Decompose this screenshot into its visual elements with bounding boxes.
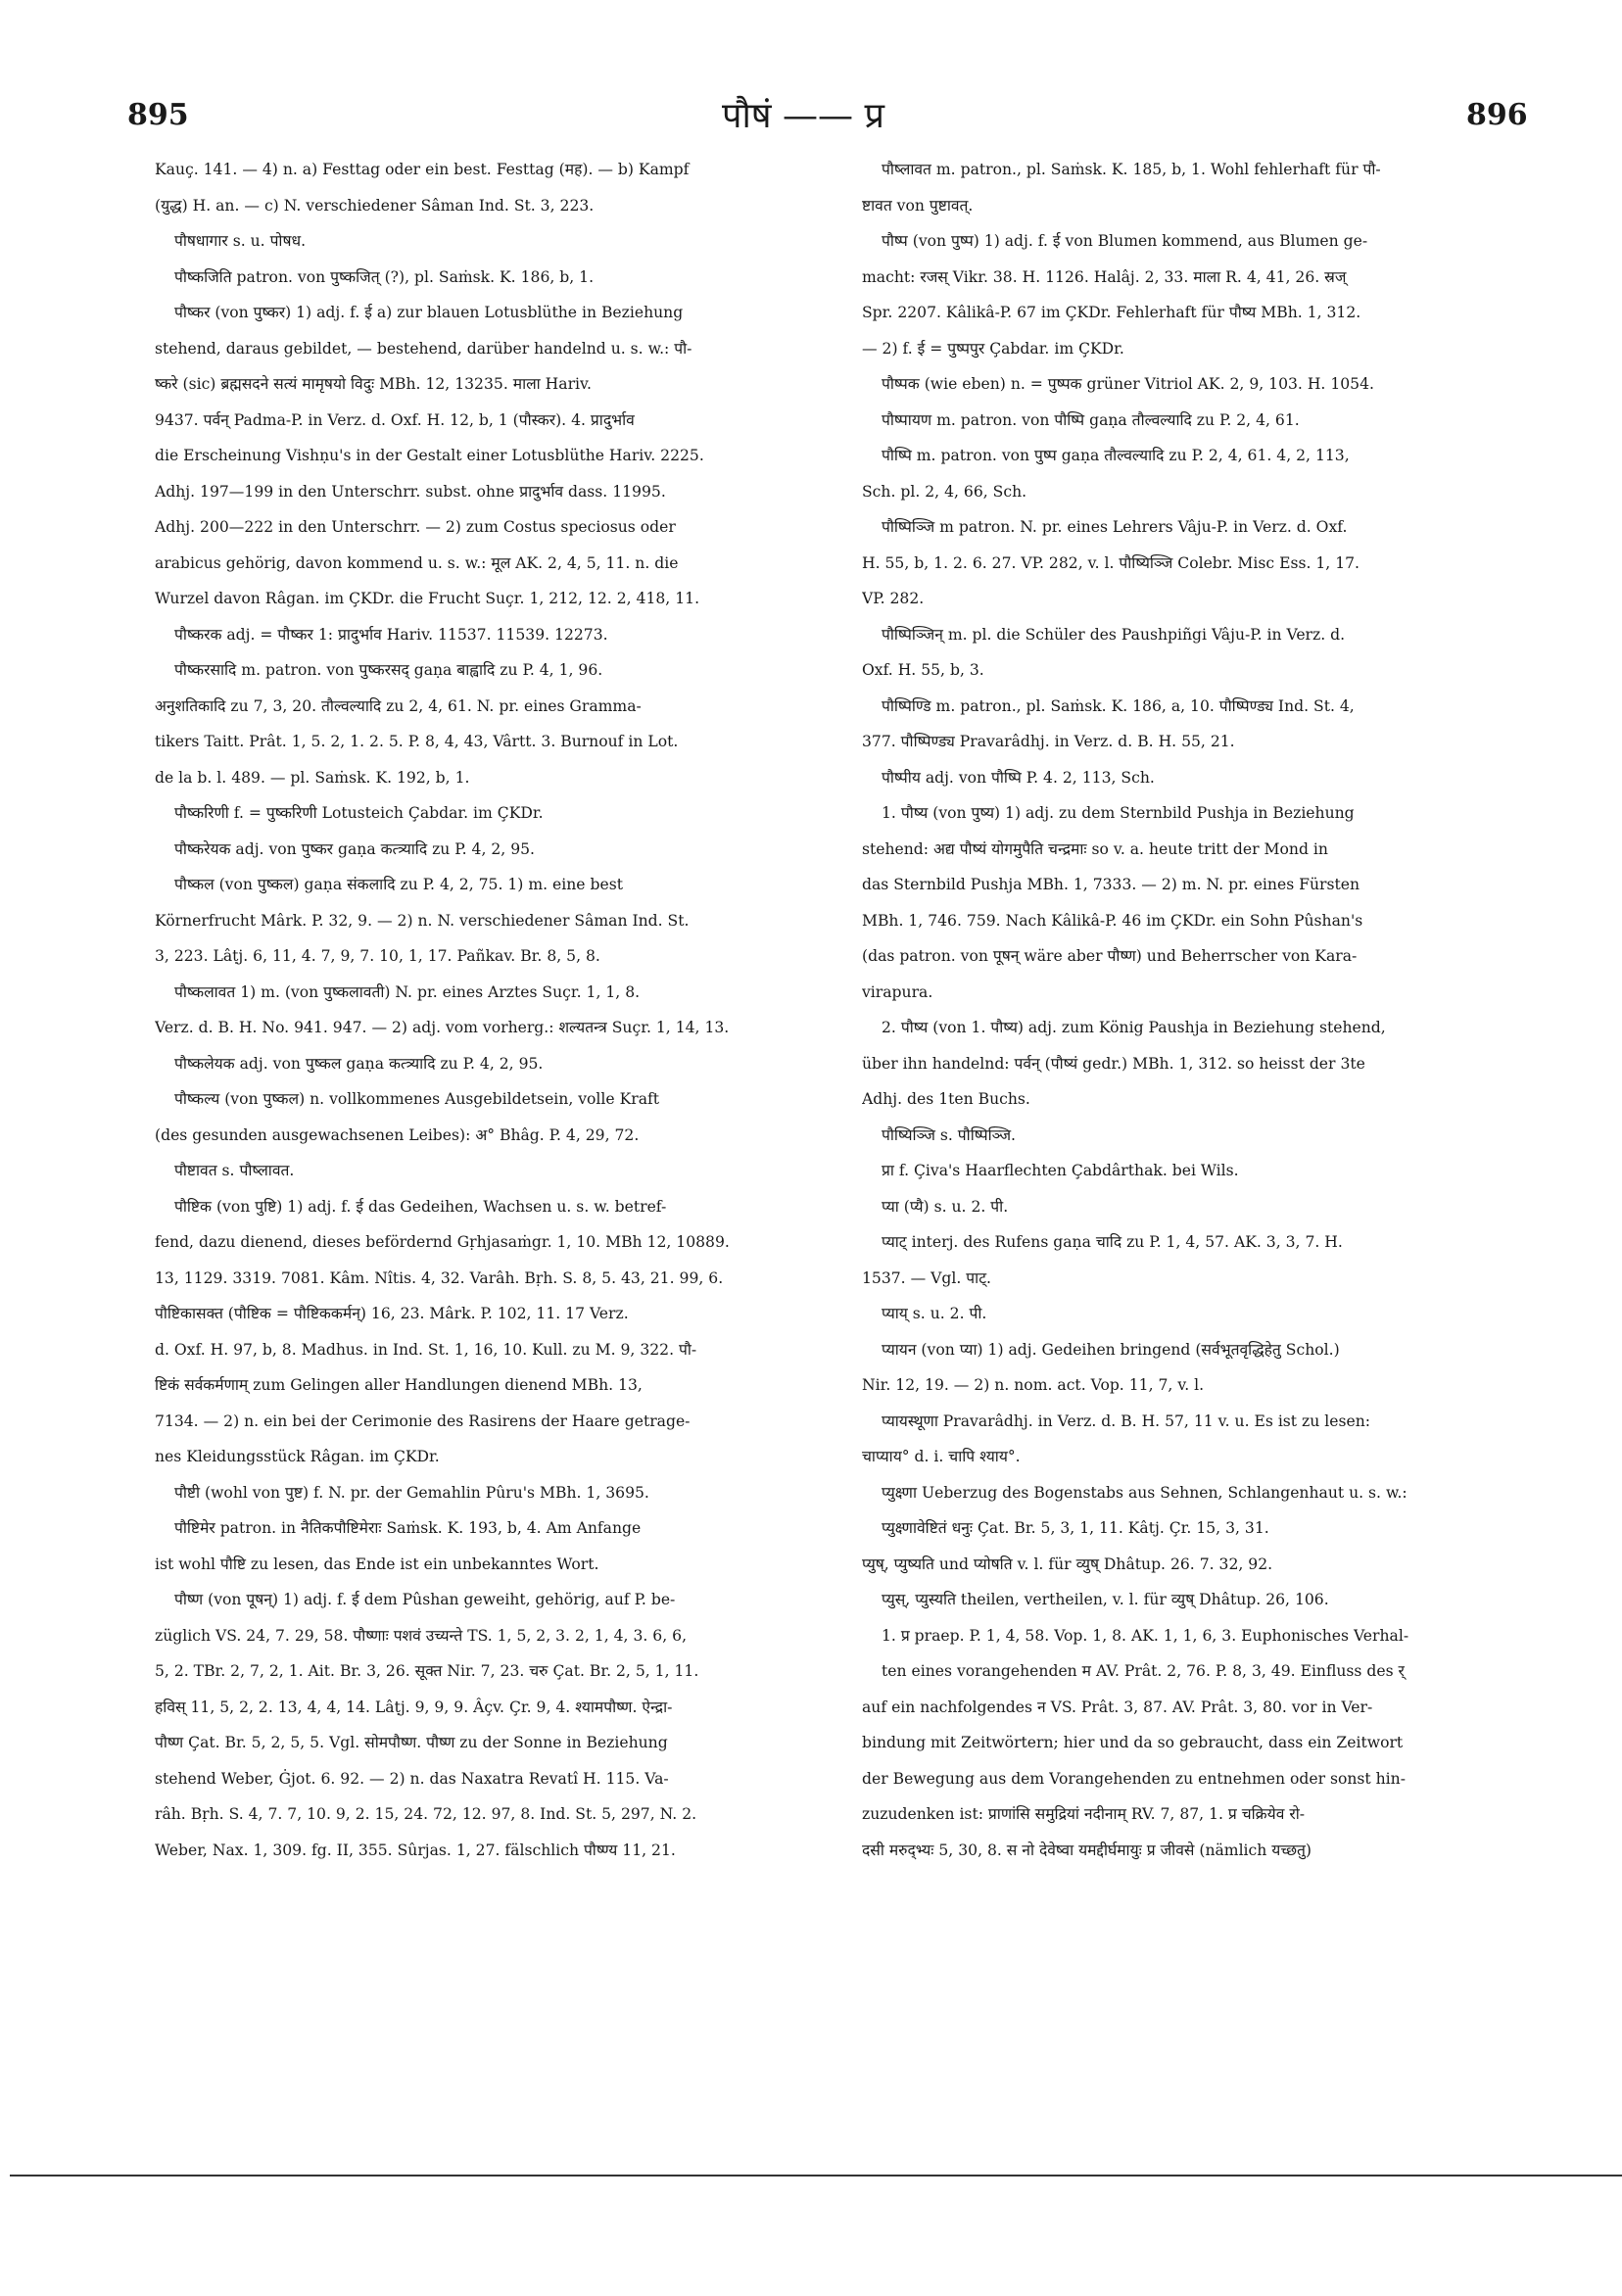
text-line: पौष्टी (wohl von पुष्ट) f. N. pr. der Gemahlin Pûru's MBh. 1, 3695.: [174, 1483, 649, 1502]
text-line: arabicus gehörig, davon kommend u. s. w.: मूल AK. 2, 4, 5, 11. n. die: [155, 553, 679, 572]
text-line: हविस् 11, 5, 2, 2. 13, 4, 4, 14. Lâṭj. 9, 9, 9. Âçv. Çr. 9, 4. श्यामपौष्ण. ऐन्द्रा-: [155, 1698, 673, 1716]
text-line: प्या (प्यै) s. u. 2. पी.: [882, 1197, 1009, 1216]
text-line: प्यायस्थूणा Pravarâdhj. in Verz. d. B. H. 57, 11 v. u. Es ist zu lesen:: [882, 1411, 1370, 1430]
text-line: VP. 282.: [862, 590, 925, 607]
text-line: पौष्कल (von पुष्कल) gaṇa संकलादि zu P. 4, 2, 75. 1) m. eine best: [174, 876, 623, 893]
text-line: पौषधागार s. u. पोषध.: [174, 232, 307, 250]
text-line: पौष्यिञ्जि s. पौष्पिञ्जि.: [882, 1125, 1016, 1144]
text-line: पौष्कल्य (von पुष्कल) n. vollkommenes Ausgebildetsein, volle Kraft: [174, 1090, 660, 1108]
text-line: macht: रजस् Vikr. 38. H. 1126. Halâj. 2, 33. माला R. 4, 41, 26. स्रज्: [862, 267, 1347, 286]
text-line: पौष्करसादि m. patron. von पुष्करसद् gaṇa बाह्वादि zu P. 4, 1, 96.: [174, 661, 603, 679]
text-line: पौष्पिञ्जि m patron. N. pr. eines Lehrers Vâju-P. in Verz. d. Oxf.: [882, 518, 1348, 536]
text-line: die Erscheinung Vishṇu's in der Gestalt einer Lotusblüthe Hariv. 2225.: [155, 447, 704, 464]
text-line: Spr. 2207. Kâlikâ-P. 67 im ÇKDr. Fehlerhaft für पौष्य MBh. 1, 312.: [862, 304, 1361, 321]
text-line: (das patron. von पूषन् wäre aber पौष्ण) und Beherrscher von Kara-: [862, 947, 1358, 965]
text-line: पौष्टावत s. पौष्लावत.: [174, 1162, 295, 1179]
text-line: पौष्करक adj. = पौष्कर 1: प्रादुर्भाव Hariv. 11537. 11539. 12273.: [174, 625, 608, 644]
text-line: पौष्टिमेर patron. in नैतिकपौष्टिमेराः Saṁsk. K. 193, b, 4. Am Anfange: [174, 1519, 642, 1537]
text-line: d. Oxf. H. 97, b, 8. Madhus. in Ind. St. 1, 16, 10. Kull. zu M. 9, 322. पौ-: [155, 1340, 697, 1359]
text-line: Adhj. 200—222 in den Unterschrr. — 2) zum Costus speciosus oder: [155, 518, 676, 536]
text-line: Wurzel davon Râgan. im ÇKDr. die Frucht Suçr. 1, 212, 12. 2, 418, 11.: [155, 590, 700, 607]
running-head: पौषं —— प्र: [722, 96, 884, 136]
text-line: पौष्पायण m. patron. von पौष्पि gaṇa तौल्वल्यादि zu P. 2, 4, 61.: [882, 410, 1300, 429]
text-line: पौष्टिकासक्त (पौष्टिक = पौष्टिककर्मन्) 16, 23. Mârk. P. 102, 11. 17 Verz.: [155, 1305, 629, 1322]
text-line: प्युक्ष्णावेष्टितं धनुः Çat. Br. 5, 3, 1, 11. Kâtj. Çr. 15, 3, 31.: [882, 1519, 1269, 1537]
right-column: [862, 152, 1538, 1868]
text-line: Verz. d. B. H. No. 941. 947. — 2) adj. vom vorherg.: शल्यतन्त्र Suçr. 1, 14, 13.: [155, 1019, 730, 1036]
text-line: पौष्लावत m. patron., pl. Saṁsk. K. 185, b, 1. Wohl fehlerhaft für पौ-: [882, 161, 1381, 178]
text-line: ist wohl पौष्टि zu lesen, das Ende ist ein unbekanntes Wort.: [155, 1555, 599, 1573]
text-line: nes Kleidungsstück Râgan. im ÇKDr.: [155, 1448, 440, 1465]
text-line: प्यायन (von प्या) 1) adj. Gedeihen bringend (सर्वभूतवृद्धिहेतु Schol.): [882, 1340, 1340, 1359]
text-line: bindung mit Zeitwörtern; hier und da so gebraucht, dass ein Zeitwort: [862, 1734, 1404, 1751]
text-line: stehend Weber, Ġjot. 6. 92. — 2) n. das Naxatra Revatî H. 115. Va-: [155, 1769, 669, 1788]
text-line: (des gesunden ausgewachsenen Leibes): अ° Bhâg. P. 4, 29, 72.: [155, 1125, 640, 1144]
text-line: 2. पौष्य (von 1. पौष्य) adj. zum König Paushja in Beziehung stehend,: [882, 1019, 1386, 1036]
text-line: züglich VS. 24, 7. 29, 58. पौष्णाः पशवं उच्यन्ते TS. 1, 5, 2, 3. 2, 1, 4, 3. 6, 6,: [155, 1626, 688, 1645]
text-line: पौष्ण (von पूषन्) 1) adj. f. ई dem Pûshan geweiht, gehörig, auf P. be-: [174, 1591, 676, 1608]
text-line: 7134. — 2) n. ein bei der Cerimonie des Rasirens der Haare getrage-: [155, 1411, 691, 1430]
text-line: 9437. पर्वन् Padma-P. in Verz. d. Oxf. H. 12, b, 1 (पौस्कर). 4. प्रादुर्भाव: [155, 410, 635, 429]
text-line: पौष्कर (von पुष्कर) 1) adj. f. ई a) zur blauen Lotusblüthe in Beziehung: [174, 304, 684, 321]
text-line: पौष्कलेयक adj. von पुष्कल gaṇa कत्त्र्यादि zu P. 4, 2, 95.: [174, 1054, 544, 1073]
text-line: — 2) f. ई = पुष्पपुर Çabdar. im ÇKDr.: [862, 339, 1124, 358]
text-line: पौष्पीय adj. von पौष्पि P. 4. 2, 113, Sch.: [882, 768, 1155, 787]
text-line: Körnerfrucht Mârk. P. 32, 9. — 2) n. N. verschiedener Sâman Ind. St.: [155, 911, 690, 930]
text-line: प्रा f. Çiva's Haarflechten Çabdârthak. bei Wils.: [882, 1162, 1239, 1179]
text-line: über ihn handelnd: पर्वन् (पौष्यं gedr.) MBh. 1, 312. so heisst der 3te: [862, 1054, 1365, 1073]
text-line: (युद्ध) H. an. — c) N. verschiedener Sâman Ind. St. 3, 223.: [155, 196, 595, 215]
text-line: Kauç. 141. — 4) n. a) Festtag oder ein best. Festtag (मह). — b) Kampf: [155, 161, 690, 178]
text-line: पौष्पिण्डि m. patron., pl. Saṁsk. K. 186, a, 10. पौष्पिण्ड्य Ind. St. 4,: [882, 696, 1355, 715]
text-line: das Sternbild Pushja MBh. 1, 7333. — 2) m. N. pr. eines Fürsten: [862, 876, 1360, 893]
text-line: पौष्प (von पुष्प) 1) adj. f. ई von Blumen kommend, aus Blumen ge-: [882, 232, 1368, 250]
text-line: प्युष्, प्युष्यति und प्योषति v. l. für व्युष् Dhâtup. 26. 7. 32, 92.: [862, 1555, 1273, 1573]
text-line: अनुशतिकादि zu 7, 3, 20. तौल्वल्यादि zu 2, 4, 61. N. pr. eines Gramma-: [155, 696, 642, 715]
text-line: पौष्करेयक adj. von पुष्कर gaṇa कत्त्र्यादि zu P. 4, 2, 95.: [174, 839, 535, 858]
text-line: de la b. l. 489. — pl. Saṁsk. K. 192, b, 1.: [155, 768, 470, 787]
text-line: प्याट् interj. des Rufens gaṇa चादि zu P. 1, 4, 57. AK. 3, 3, 7. H.: [882, 1233, 1343, 1251]
text-line: Nir. 12, 19. — 2) n. nom. act. Vop. 11, 7, v. l.: [862, 1376, 1205, 1394]
text-line: fend, dazu dienend, dieses befördernd Gṛhjasaṁgr. 1, 10. MBh 12, 10889.: [155, 1233, 730, 1251]
text-line: H. 55, b, 1. 2. 6. 27. VP. 282, v. l. पौष्यिञ्जि Colebr. Misc Ess. 1, 17.: [862, 553, 1360, 572]
text-line: चाप्याय° d. i. चापि श्याय°.: [862, 1448, 1021, 1465]
text-line: प्युक्ष्णा Ueberzug des Bogenstabs aus Sehnen, Schlangenhaut u. s. w.:: [882, 1483, 1407, 1502]
text-line: 3, 223. Lâṭj. 6, 11, 4. 7, 9, 7. 10, 1, 17. Pañkav. Br. 8, 5, 8.: [155, 947, 600, 965]
text-line: पौष्करिणी f. = पुष्करिणी Lotusteich Çabdar. im ÇKDr.: [174, 804, 544, 822]
text-line: ten eines vorangehenden म AV. Prât. 2, 76. P. 8, 3, 49. Einfluss des र्: [882, 1662, 1405, 1680]
text-line: virapura.: [862, 982, 933, 1001]
text-line: 377. पौष्पिण्ड्य Pravarâdhj. in Verz. d. B. H. 55, 21.: [862, 733, 1235, 750]
text-line: zuzudenken ist: प्राणांसि समुद्रियां नदीनाम् RV. 7, 87, 1. प्र चक्रियेव रो-: [862, 1805, 1306, 1823]
text-line: MBh. 1, 746. 759. Nach Kâlikâ-P. 46 im ÇKDr. ein Sohn Pûshan's: [862, 911, 1363, 930]
text-line: stehend, daraus gebildet, — bestehend, darüber handelnd u. s. w.: पौ-: [155, 339, 692, 358]
text-line: 1. प्र praep. P. 1, 4, 58. Vop. 1, 8. AK. 1, 1, 6, 3. Euphonisches Verhal-: [882, 1626, 1409, 1645]
text-line: पौष्पक (wie eben) n. = पुष्पक grüner Vitriol AK. 2, 9, 103. H. 1054.: [882, 375, 1374, 393]
text-line: ष्टिकं सर्वकर्मणाम् zum Gelingen aller Handlungen dienend MBh. 13,: [155, 1376, 643, 1394]
text-line: पौष्कजिति patron. von पुष्कजित् (?), pl. Saṁsk. K. 186, b, 1.: [174, 267, 595, 286]
left-column: [155, 152, 823, 1868]
text-line: प्याय् s. u. 2. पी.: [882, 1305, 987, 1322]
text-line: ष्टावत von पुष्टावत्.: [862, 196, 974, 215]
text-line: Adhj. des 1ten Buchs.: [862, 1090, 1030, 1108]
text-line: 1. पौष्य (von पुष्य) 1) adj. zu dem Sternbild Pushja in Beziehung: [882, 804, 1355, 822]
text-line: पौष्ण Çat. Br. 5, 2, 5, 5. Vgl. सोमपौष्ण. पौष्ण zu der Sonne in Beziehung: [155, 1734, 668, 1751]
text-line: ष्करे (sic) ब्रह्मसदने सत्यं मामृषयो विदुः MBh. 12, 13235. माला Hariv.: [155, 375, 592, 393]
text-line: 5, 2. TBr. 2, 7, 2, 1. Ait. Br. 3, 26. सूक्त Nir. 7, 23. चरु Çat. Br. 2, 5, 1, 11.: [155, 1662, 699, 1680]
text-line: पौष्पिञ्जिन् m. pl. die Schüler des Paushpiñgi Vâju-P. in Verz. d.: [882, 625, 1346, 644]
text-line: पौष्पि m. patron. von पुष्प gaṇa तौल्वल्यादि zu P. 2, 4, 61. 4, 2, 113,: [882, 447, 1350, 464]
text-line: tikers Taitt. Prât. 1, 5. 2, 1. 2. 5. P. 8, 4, 43, Vârtt. 3. Burnouf in Lot.: [155, 733, 679, 750]
bottom-rule: [10, 2175, 1622, 2176]
text-line: Sch. pl. 2, 4, 66, Sch.: [862, 482, 1027, 501]
text-line: पौष्कलावत 1) m. (von पुष्कलावती) N. pr. eines Arztes Suçr. 1, 1, 8.: [174, 982, 641, 1001]
text-line: Oxf. H. 55, b, 3.: [862, 661, 984, 679]
text-line: पौष्टिक (von पुष्टि) 1) adj. f. ई das Gedeihen, Wachsen u. s. w. betref-: [174, 1197, 667, 1216]
text-line: râh. Bṛh. S. 4, 7. 7, 10. 9, 2. 15, 24. 72, 12. 97, 8. Ind. St. 5, 297, N. 2.: [155, 1805, 697, 1823]
text-line: 1537. — Vgl. पाट्.: [862, 1268, 992, 1287]
page-number-right: 896: [1466, 98, 1528, 132]
page-number-left: 895: [127, 98, 189, 132]
text-line: 13, 1129. 3319. 7081. Kâm. Nîtis. 4, 32. Varâh. Bṛh. S. 8, 5. 43, 21. 99, 6.: [155, 1268, 724, 1287]
text-line: der Bewegung aus dem Vorangehenden zu entnehmen oder sonst hin-: [862, 1769, 1406, 1788]
text-line: stehend: अद्य पौष्यं योगमुपैति चन्द्रमाः so v. a. heute tritt der Mond in: [862, 839, 1328, 858]
text-line: दसी मरुद्भ्यः 5, 30, 8. स नो देवेष्वा यमद्दीर्घमायुः प्र जीवसे (nämlich यच्छतु): [862, 1841, 1312, 1859]
text-line: auf ein nachfolgendes न VS. Prât. 3, 87. AV. Prât. 3, 80. vor in Ver-: [862, 1698, 1373, 1716]
text-line: Weber, Nax. 1, 309. fg. II, 355. Sûrjas. 1, 27. fälschlich पौष्ण्य 11, 21.: [155, 1841, 676, 1859]
text-line: Adhj. 197—199 in den Unterschrr. subst. ohne प्रादुर्भाव dass. 11995.: [155, 482, 666, 501]
text-line: प्युस्, प्युस्यति theilen, vertheilen, v. l. für व्युष् Dhâtup. 26, 106.: [882, 1591, 1329, 1608]
